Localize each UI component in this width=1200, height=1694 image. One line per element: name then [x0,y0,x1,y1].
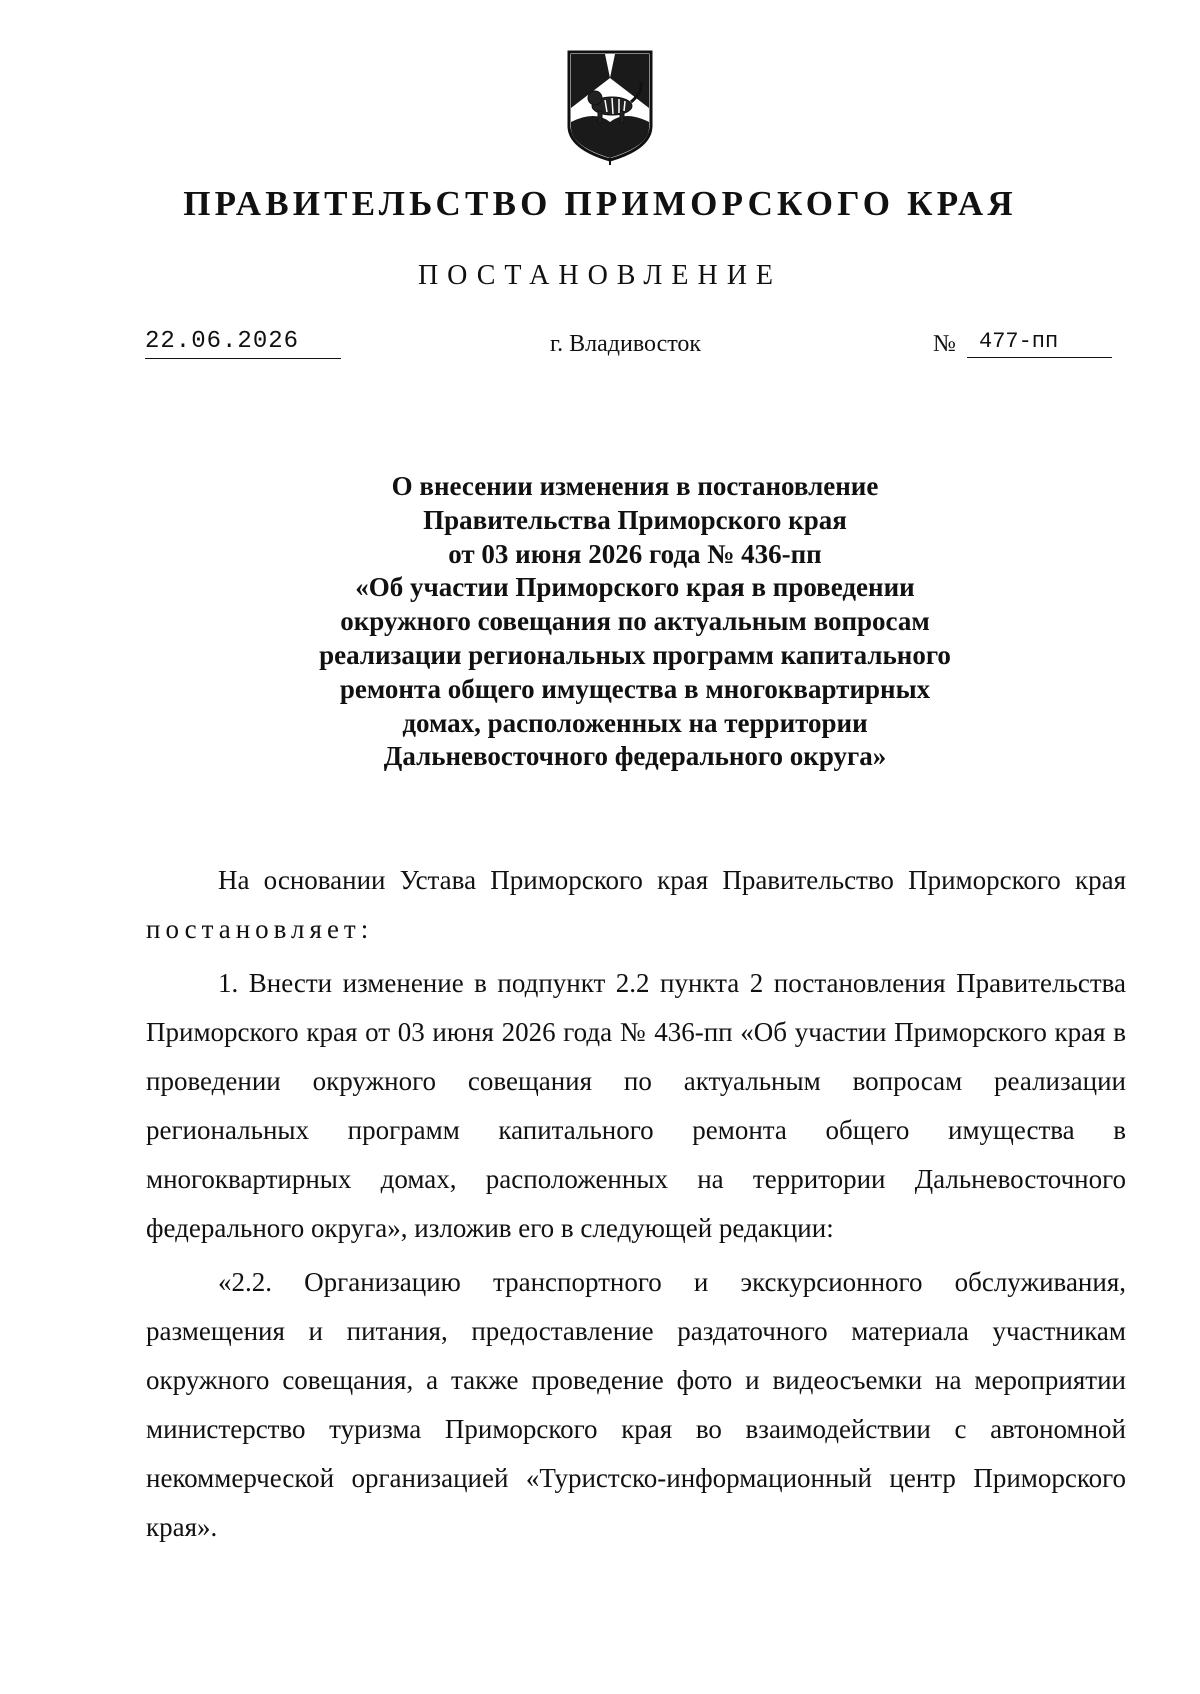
subject-line: окружного совещания по актуальным вопросам [340,606,930,637]
subject-line: ремонта общего имущества в многоквартирных [339,673,931,704]
document-city: г. Владивосток [550,331,702,357]
number-sign: № [933,331,956,357]
subject-line: Дальневосточного федерального округа» [383,741,887,772]
document-type-heading: ПОСТАНОВЛЕНИЕ [417,260,783,291]
document-subject [0,470,1200,774]
coat-of-arms-tiger-icon [565,48,655,166]
subject-line: реализации региональных программ капитального [319,639,951,670]
subject-line: Правительства Приморского края [423,504,847,535]
document-date: 22.06.2026 [145,326,341,359]
preamble-paragraph [146,856,1126,954]
paragraph-1: 1. Внести изменение в подпункт 2.2 пункта 2 постановления Правительства Приморского края от 03 июня 2026 года № 436-пп «Об участии Приморского края в проведении окружного совещания по актуальным вопросам реализации региональных программ капитального ремонта общего имущества в многоквартирных домах, расположенных на территории Дальневосточного федерального округа», изложив его в следующей редакции: [146,968,1126,1243]
document-number: 477-пп [967,326,1112,358]
document-body [146,856,1126,1557]
organization-title: ПРАВИТЕЛЬСТВО ПРИМОРСКОГО КРАЯ [183,184,1017,223]
subject-line: от 03 июня 2026 года № 436-пп [448,538,822,569]
paragraph-2-2: «2.2. Организацию транспортного и экскурсионного обслуживания, размещения и питания, предоставление раздаточного материала участникам окружного совещания, а также проведение фото и видеосъемки на мероприятии министерство туризма Приморского края во взаимодействии с автономной некоммерческой организацией «Туристско-информационный центр Приморского края». [146,1267,1126,1542]
subject-line: О внесении изменения в постановление [391,471,879,501]
preamble-text: На основании Устава Приморского края Правительство Приморского края [218,865,1126,895]
subject-line: домах, расположенных на территории [402,707,868,738]
decree-word: постановляет: [146,914,374,944]
subject-line: «Об участии Приморского края в проведении [355,572,915,603]
